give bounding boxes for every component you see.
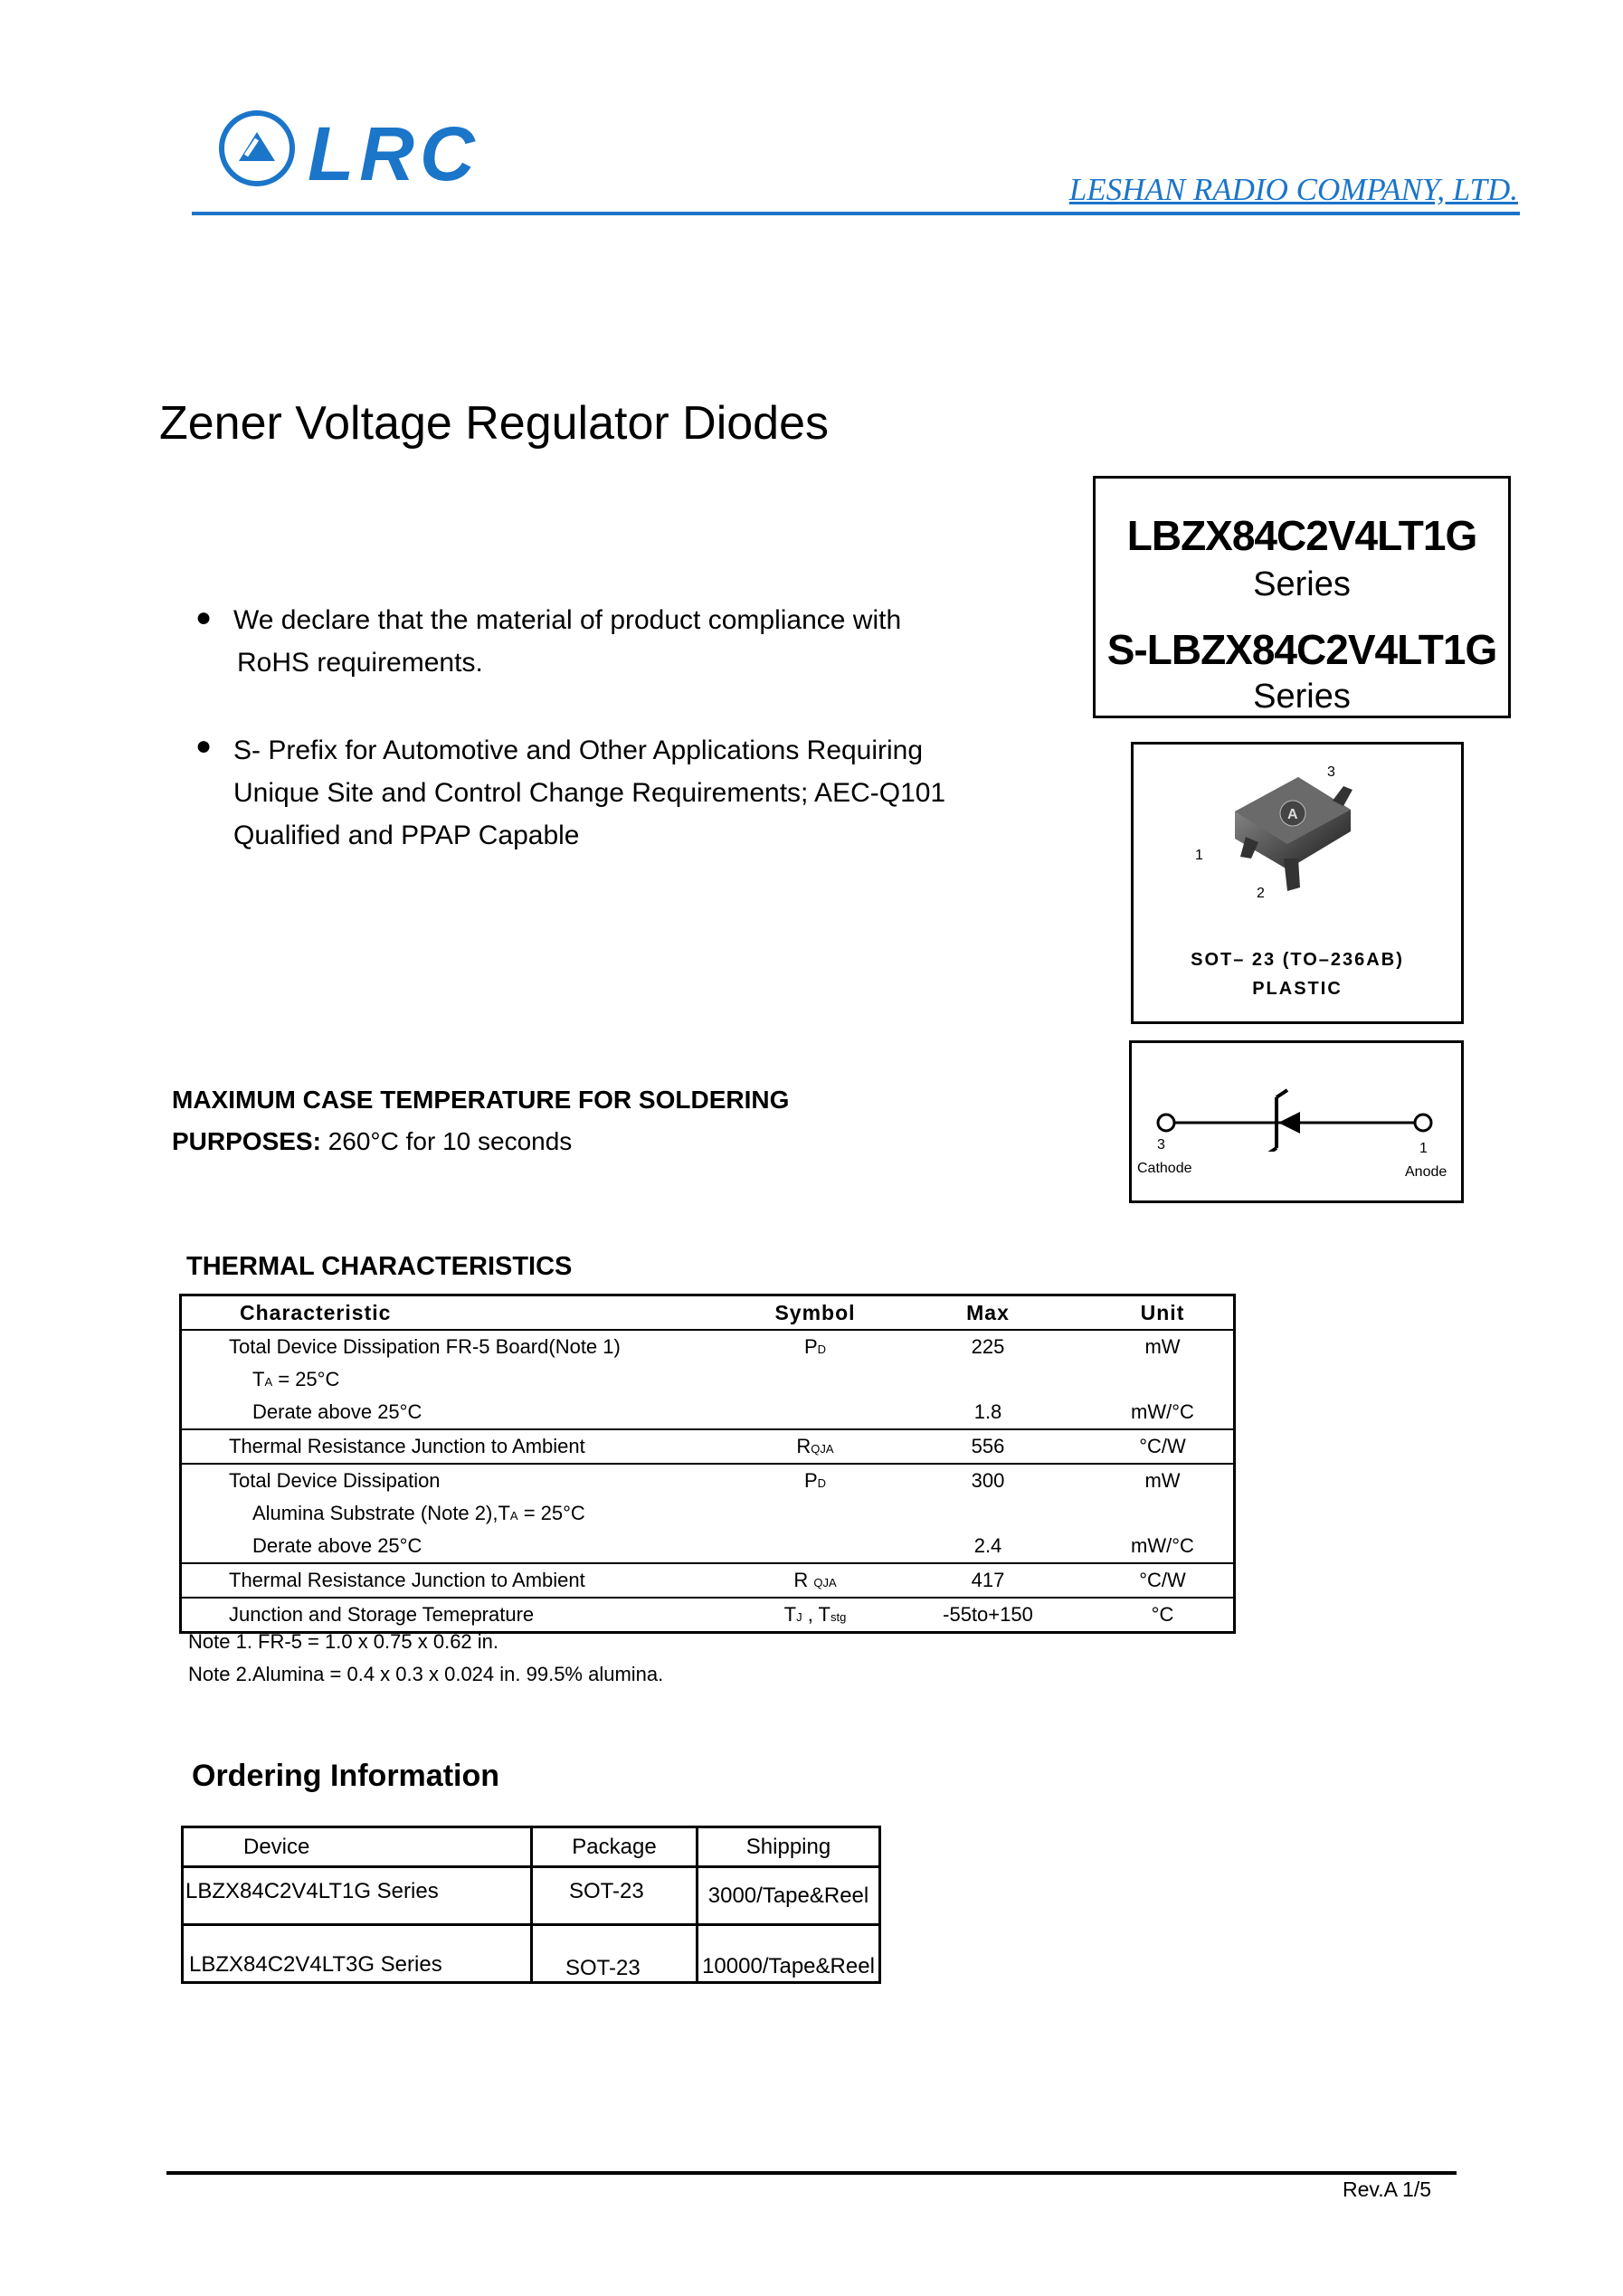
cell-symbol [746,1598,884,1633]
cell-symbol [746,1429,884,1464]
bullet-line: We declare that the material of product compliance with [233,605,902,635]
header-unit: Unit [1140,1300,1185,1324]
cell-shipping: 10000/Tape&Reel [698,1925,880,1983]
page-title: Zener Voltage Regulator Diodes [159,397,830,450]
bullet-text [233,729,945,857]
part-series: Series [1253,565,1351,603]
cell-max: 2.4 [973,1534,1002,1557]
header-characteristic: Characteristic [240,1300,392,1324]
cell-symbol [746,1464,884,1497]
symbol-sub: D [817,1342,827,1356]
cell-unit: °C/W [1139,1435,1186,1457]
cell-symbol [746,1563,884,1598]
cell-unit: mW [1144,1469,1181,1492]
soldering-purposes-label: PURPOSES: [172,1127,321,1155]
header-package: Package [532,1827,698,1867]
cathode-number: 3 [1157,1137,1165,1153]
cell-max: 1.8 [973,1400,1002,1423]
char-rest: = 25°C [272,1368,340,1390]
part-series-s: Series [1253,678,1351,716]
bullet-icon: ● [195,731,213,761]
cell-unit: mW [1144,1335,1181,1358]
zener-diode-symbol-icon [1132,1061,1461,1152]
cell-characteristic: Total Device Dissipation [229,1469,441,1492]
table-row [181,1396,1235,1429]
pin-2-label: 2 [1257,886,1265,901]
soldering-purposes-value: 260°C for 10 seconds [320,1127,573,1155]
table-row [181,1497,1235,1530]
cell-shipping: 3000/Tape&Reel [698,1867,880,1925]
table-row [183,1867,880,1925]
table-header-row [181,1295,1235,1331]
cell-symbol [746,1396,884,1429]
symbol-main: P [803,1469,818,1492]
pin-3-label: 3 [1327,764,1335,780]
cell-unit [1092,1497,1235,1530]
table-row [181,1530,1235,1563]
table-row [181,1563,1235,1598]
symbol-sub: D [817,1476,827,1490]
footer-revision: Rev.A 1/5 [1343,2177,1432,2201]
char-sub: A [509,1509,518,1523]
cell-max: 300 [971,1469,1005,1492]
ordering-title: Ordering Information [192,1759,499,1793]
diode-symbol-box [1129,1040,1464,1203]
cell-device: LBZX84C2V4LT3G Series [183,1925,532,1983]
char-sub: A [264,1375,273,1389]
soldering-purposes [172,1127,572,1156]
cathode-label: Cathode [1137,1161,1192,1176]
cell-characteristic [181,1497,747,1530]
header-shipping: Shipping [698,1827,880,1867]
footer-rule [166,2171,1457,2175]
header-max: Max [966,1300,1010,1324]
symbol-mid: , T [802,1603,830,1626]
bullet-line: RoHS requirements. [237,648,483,678]
table-row [181,1464,1235,1497]
cell-package: SOT-23 [532,1925,698,1983]
cell-max [884,1363,1092,1396]
package-material: PLASTIC [1252,979,1343,999]
cell-symbol [746,1363,884,1396]
cell-symbol [746,1330,884,1363]
thermal-table [179,1294,1236,1634]
cell-max: 225 [971,1335,1005,1358]
cell-package: SOT-23 [532,1867,698,1925]
cell-max [884,1497,1092,1530]
anode-label: Anode [1405,1164,1447,1180]
header-rule [192,212,1520,215]
header-symbol: Symbol [774,1300,856,1324]
symbol-main: P [803,1335,818,1358]
logo-circle-icon [219,110,295,186]
cell-characteristic [181,1363,747,1396]
thermal-title: THERMAL CHARACTERISTICS [186,1252,573,1281]
cell-characteristic: Derate above 25°C [252,1400,422,1423]
cell-characteristic: Thermal Resistance Junction to Ambient [229,1569,585,1591]
package-box [1131,742,1464,1024]
part-number: LBZX84C2V4LT1G [1126,512,1477,559]
cell-unit [1092,1363,1235,1396]
ordering-table [181,1826,881,1984]
sot23-package-icon [1208,757,1389,920]
table-header-row [183,1827,880,1867]
cell-device: LBZX84C2V4LT1G Series [183,1867,532,1925]
cell-characteristic: Junction and Storage Temeprature [229,1603,535,1626]
symbol-sub: QJA [813,1576,837,1589]
soldering-heading: MAXIMUM CASE TEMPERATURE FOR SOLDERING [172,1086,790,1114]
bullet-line: Unique Site and Control Change Requirements; AEC-Q101 [233,778,946,808]
symbol-main: R [796,1435,812,1457]
cell-characteristic: Thermal Resistance Junction to Ambient [229,1435,585,1457]
cell-unit: mW/°C [1131,1534,1194,1557]
table-row [183,1925,880,1983]
part-number-box [1093,476,1511,718]
bullet-icon: ● [195,602,213,632]
bullet-text [233,599,901,684]
logo-text: LRC [308,111,480,196]
cell-max: -55to+150 [943,1603,1033,1626]
table-row [181,1598,1235,1633]
symbol-main: R [793,1569,814,1591]
cell-symbol [746,1530,884,1563]
svg-text:A: A [1287,807,1298,822]
symbol-sub: J [796,1610,802,1624]
bullet-line: S- Prefix for Automotive and Other Applications Requiring [233,735,924,765]
header-device: Device [183,1827,532,1867]
part-number-s: S-LBZX84C2V4LT1G [1106,626,1497,673]
table-row [181,1330,1235,1363]
cell-unit: °C/W [1139,1569,1186,1591]
cell-characteristic: Derate above 25°C [252,1534,422,1557]
char-rest: = 25°C [517,1502,585,1524]
char-main: Alumina Substrate (Note 2),T [252,1502,510,1524]
symbol-sub: QJA [811,1442,834,1456]
company-name: LESHAN RADIO COMPANY, LTD. [1068,172,1518,207]
cell-max: 417 [971,1569,1005,1591]
symbol-main: T [783,1603,797,1626]
char-main: T [252,1368,265,1390]
anode-number: 1 [1419,1141,1428,1156]
cell-unit: mW/°C [1131,1400,1194,1423]
package-caption: SOT– 23 (TO–236AB) [1191,950,1404,970]
cell-symbol [746,1497,884,1530]
table-row [181,1429,1235,1464]
table-row [181,1363,1235,1396]
pin-1-label: 1 [1195,848,1203,863]
bullet-line: Qualified and PPAP Capable [233,821,580,850]
note-2: Note 2.Alumina = 0.4 x 0.3 x 0.024 in. 99.5% alumina. [188,1663,664,1685]
cell-unit: °C [1151,1603,1174,1626]
symbol-sub2: stg [830,1610,847,1624]
note-1: Note 1. FR-5 = 1.0 x 0.75 x 0.62 in. [188,1630,499,1653]
cell-characteristic: Total Device Dissipation FR-5 Board(Note 1) [229,1335,621,1358]
cell-max: 556 [971,1435,1005,1457]
